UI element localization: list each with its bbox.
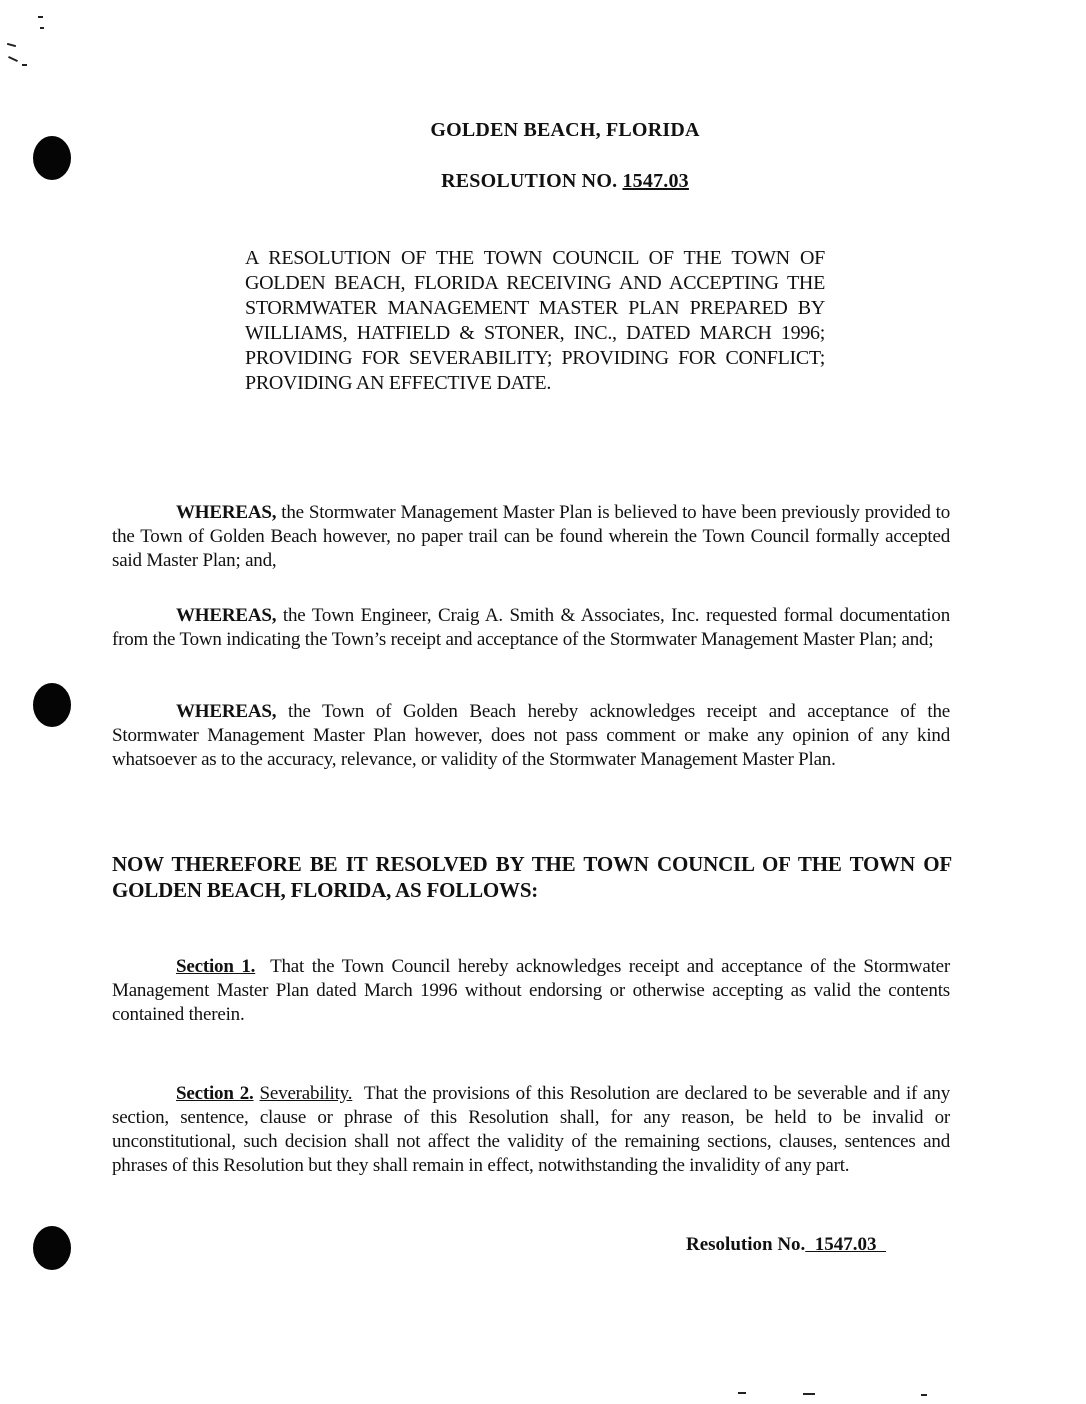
municipality-heading: GOLDEN BEACH, FLORIDA [430, 119, 700, 141]
whereas-lead: WHEREAS, [176, 701, 277, 722]
whereas-lead: WHEREAS, [176, 502, 277, 523]
resolution-label: RESOLUTION NO. [441, 170, 618, 192]
scan-speck [38, 16, 43, 18]
resolution-heading [22, 170, 1086, 193]
whereas-lead: WHEREAS, [176, 605, 277, 626]
scan-speck [738, 1392, 746, 1394]
whereas-clause [112, 700, 950, 772]
resolution-summary: A RESOLUTION OF THE TOWN COUNCIL OF THE TOWN OF GOLDEN BEACH, FLORIDA RECEIVING AND ACCEPTING THE STORMWATER MANAGEMENT MASTER PLAN PREPARED BY WILLIAMS, HATFIELD & STONER, INC., DATED MARCH 1996; PROVIDING FOR SEVERABILITY; PROVIDING FOR CONFLICT; PROVIDING AN EFFECTIVE DATE. [245, 247, 825, 394]
scan-speck [22, 64, 27, 66]
section-title: Severability. [259, 1083, 353, 1104]
footer-resolution-number [686, 1234, 886, 1256]
whereas-clause [112, 604, 950, 652]
section-2 [112, 1082, 955, 1178]
footer-label: Resolution No. [686, 1234, 806, 1255]
scan-speck [921, 1394, 927, 1396]
punch-hole-mark [33, 683, 71, 727]
section-1 [112, 955, 955, 1027]
scan-speck [40, 27, 44, 29]
scan-speck [7, 43, 16, 47]
whereas-clause [112, 501, 950, 573]
whereas-text: the Stormwater Management Master Plan is believed to have been previously provided to the Town of Golden Beach however, no paper trail can be found wherein the Town Council formally accepted said Master Plan; and, [112, 502, 950, 571]
whereas-text: the Town Engineer, Craig A. Smith & Associates, Inc. requested formal documentation from the Town indicating the Town’s receipt and acceptance of the Stormwater Management Master Plan; and; [112, 605, 950, 650]
section-text: That the provisions of this Resolution are declared to be severable and if any section, sentence, clause or phrase of this Resolution shall, for any reason, be held to be invalid or unconstitutional, such decision shall not affect the validity of the remaining sections, clauses, sentences and phrases of this Resolution but they shall remain in effect, notwithstanding the invalidity of any part. [112, 1083, 955, 1176]
section-label: Section 1. [176, 956, 256, 977]
scan-speck [8, 56, 18, 62]
resolution-number: 1547.03 [622, 170, 689, 192]
footer-number: 1547.03 [805, 1234, 887, 1255]
whereas-text: the Town of Golden Beach hereby acknowledges receipt and acceptance of the Stormwater Management Master Plan however, does not pass comment or make any opinion of any kind whatsoever as to the accuracy, relevance, or validity of the Stormwater Management Master Plan. [112, 701, 950, 770]
section-text: That the Town Council hereby acknowledges receipt and acceptance of the Stormwater Management Master Plan dated March 1996 without endorsing or otherwise accepting as valid the contents contained therein. [112, 956, 955, 1025]
scan-speck [803, 1393, 815, 1395]
resolved-heading: NOW THEREFORE BE IT RESOLVED BY THE TOWN COUNCIL OF THE TOWN OF GOLDEN BEACH, FLORIDA, AS FOLLOWS: [112, 852, 952, 902]
punch-hole-mark [33, 1226, 71, 1270]
section-label: Section 2. [176, 1083, 254, 1104]
